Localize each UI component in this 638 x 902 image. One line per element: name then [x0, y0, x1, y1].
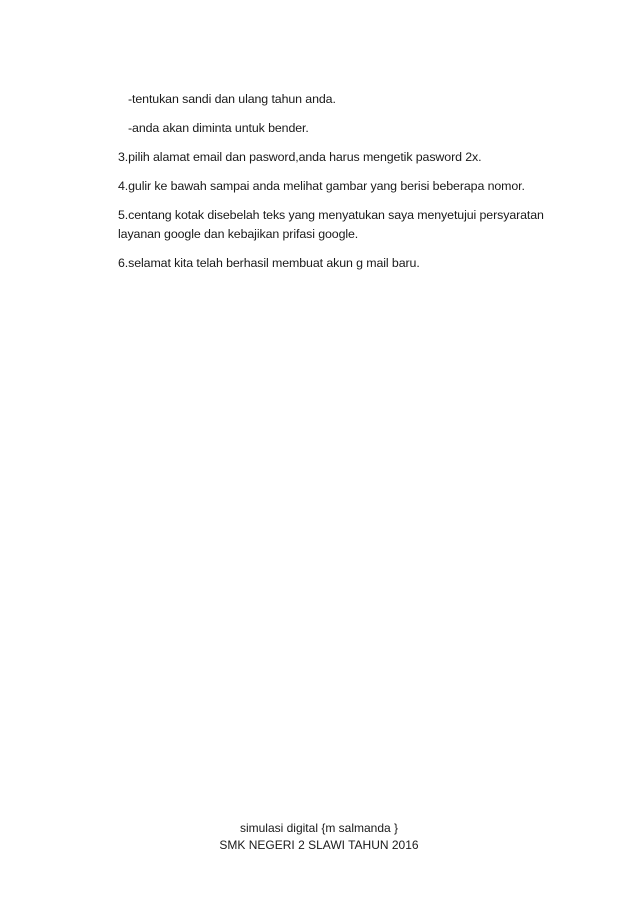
step-paragraph-5: 5.centang kotak disebelah teks yang menyatukan saya menyetujui persyaratan layanan google dan kebajikan prifasi google. — [118, 208, 544, 241]
footer-line-author: simulasi digital {m salmanda } — [239, 821, 399, 835]
page-footer — [0, 820, 638, 854]
step-paragraph-6: 6.selamat kita telah berhasil membuat akun g mail baru. — [118, 256, 420, 270]
step-paragraph-password: -tentukan sandi dan ulang tahun anda. — [128, 92, 336, 106]
document-body — [118, 90, 558, 283]
step-paragraph-4: 4.gulir ke bawah sampai anda melihat gambar yang berisi beberapa nomor. — [118, 179, 525, 193]
step-paragraph-verify: -anda akan diminta untuk bender. — [128, 121, 309, 135]
step-paragraph-3: 3.pilih alamat email dan pasword,anda harus mengetik pasword 2x. — [118, 150, 482, 164]
footer-line-school: SMK NEGERI 2 SLAWI TAHUN 2016 — [219, 838, 419, 852]
